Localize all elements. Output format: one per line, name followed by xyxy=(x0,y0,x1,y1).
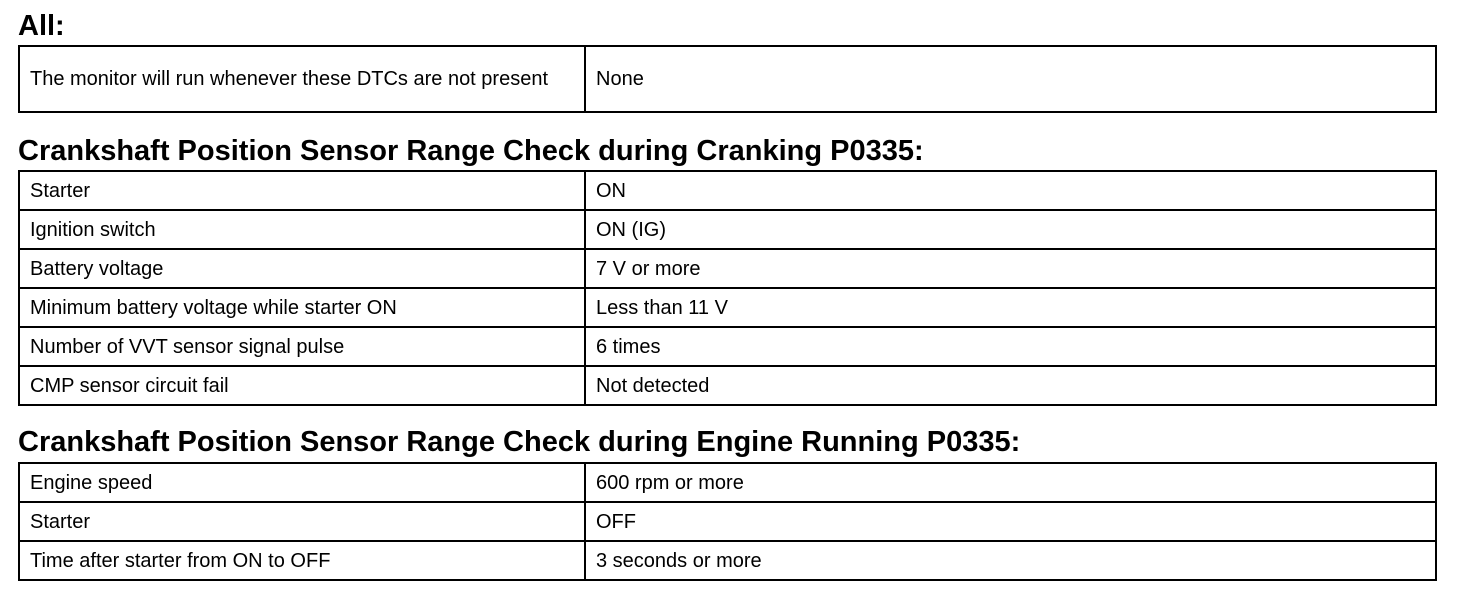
parameter-cell: The monitor will run whenever these DTCs are not present xyxy=(19,46,585,112)
table-row xyxy=(19,249,1436,288)
value-cell: 6 times xyxy=(585,327,1436,366)
value-cell: Less than 11 V xyxy=(585,288,1436,327)
section-running xyxy=(18,426,1435,581)
parameter-cell: Minimum battery voltage while starter ON xyxy=(19,288,585,327)
section-title: Crankshaft Position Sensor Range Check during Cranking P0335: xyxy=(18,135,924,167)
value-cell: 7 V or more xyxy=(585,249,1436,288)
parameter-cell: CMP sensor circuit fail xyxy=(19,366,585,405)
table-row xyxy=(19,327,1436,366)
table-row xyxy=(19,366,1436,405)
parameter-cell: Starter xyxy=(19,502,585,541)
section-cranking xyxy=(18,135,1435,406)
table-row xyxy=(19,288,1436,327)
value-cell: Not detected xyxy=(585,366,1436,405)
table-row xyxy=(19,46,1436,112)
table-row xyxy=(19,502,1436,541)
section-title: Crankshaft Position Sensor Range Check during Engine Running P0335: xyxy=(18,426,1021,458)
value-cell: None xyxy=(585,46,1436,112)
table-row xyxy=(19,541,1436,580)
value-cell: 3 seconds or more xyxy=(585,541,1436,580)
parameter-cell: Battery voltage xyxy=(19,249,585,288)
value-cell: ON (IG) xyxy=(585,210,1436,249)
conditions-table xyxy=(18,462,1437,581)
conditions-table xyxy=(18,170,1437,406)
parameter-cell: Engine speed xyxy=(19,463,585,502)
value-cell: 600 rpm or more xyxy=(585,463,1436,502)
table-row xyxy=(19,210,1436,249)
value-cell: OFF xyxy=(585,502,1436,541)
value-cell: ON xyxy=(585,171,1436,210)
section-all xyxy=(18,10,1435,113)
parameter-cell: Time after starter from ON to OFF xyxy=(19,541,585,580)
table-row xyxy=(19,463,1436,502)
parameter-cell: Number of VVT sensor signal pulse xyxy=(19,327,585,366)
table-row xyxy=(19,171,1436,210)
conditions-table xyxy=(18,45,1437,113)
parameter-cell: Starter xyxy=(19,171,585,210)
parameter-cell: Ignition switch xyxy=(19,210,585,249)
section-title: All: xyxy=(18,10,65,42)
